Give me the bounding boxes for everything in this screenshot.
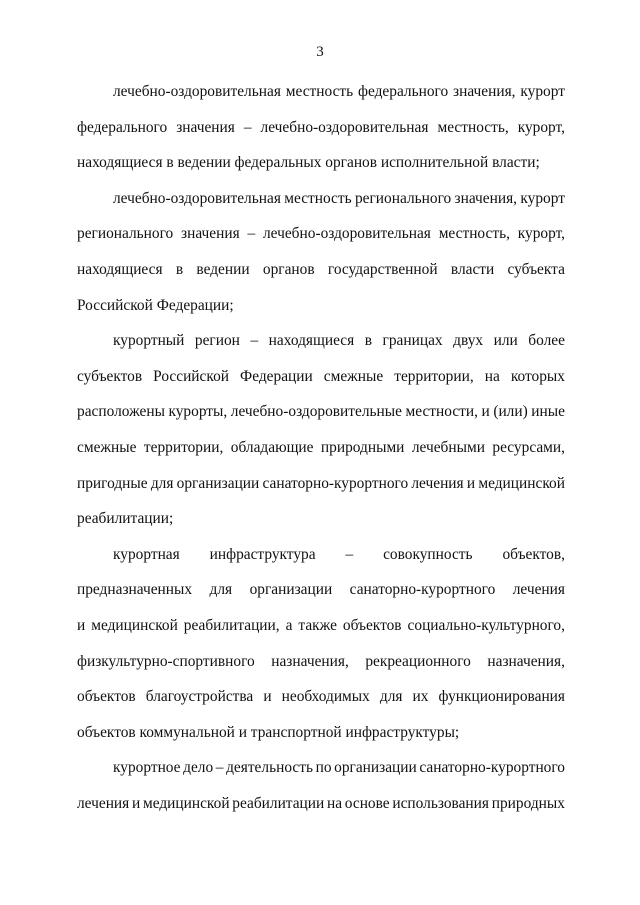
text-line: объектов коммунальной и транспортной инфраструктуры; [77,723,460,741]
text-line: расположены курорты, лечебно-оздоровительные местности, и (или) иные [77,403,565,421]
paragraph [77,181,565,323]
text-line: субъектов Российской Федерации смежные территории, на которых [77,367,565,385]
paragraph [77,750,565,821]
text-line: пригодные для организации санаторно-курортного лечения и медицинской [77,474,565,492]
page-number: 3 [316,44,324,60]
text-line: находящиеся в ведении федеральных органов исполнительной власти; [77,154,540,172]
text-line: находящиеся в ведении органов государственной власти субъекта [77,260,565,278]
text-line: смежные территории, обладающие природными лечебными ресурсами, [77,438,565,456]
text-line: лечебно-оздоровительная местность регионального значения, курорт [113,189,565,207]
text-line: курортная инфраструктура – совокупность объектов, [113,545,565,563]
paragraph [77,323,565,537]
paragraph [77,74,565,181]
text-line: и медицинской реабилитации, а также объектов социально-культурного, [77,616,565,634]
text-line: физкультурно-спортивного назначения, рекреационного назначения, [77,652,565,670]
text-line: курортный регион – находящиеся в границах двух или более [113,332,565,350]
document-body [77,74,565,821]
text-line: регионального значения – лечебно-оздоровительная местность, курорт, [77,225,565,243]
text-line: курортное дело – деятельность по организации санаторно-курортного [113,759,565,777]
text-line: предназначенных для организации санаторно-курортного лечения [77,581,565,599]
text-line: Российской Федерации; [77,296,234,314]
text-line: объектов благоустройства и необходимых для их функционирования [77,688,565,706]
text-line: лечебно-оздоровительная местность федерального значения, курорт [113,83,565,100]
text-line: федерального значения – лечебно-оздоровительная местность, курорт, [77,118,565,136]
paragraph [77,537,565,751]
text-line: лечения и медицинской реабилитации на основе использования природных [77,794,565,812]
text-line: реабилитации; [77,510,174,528]
